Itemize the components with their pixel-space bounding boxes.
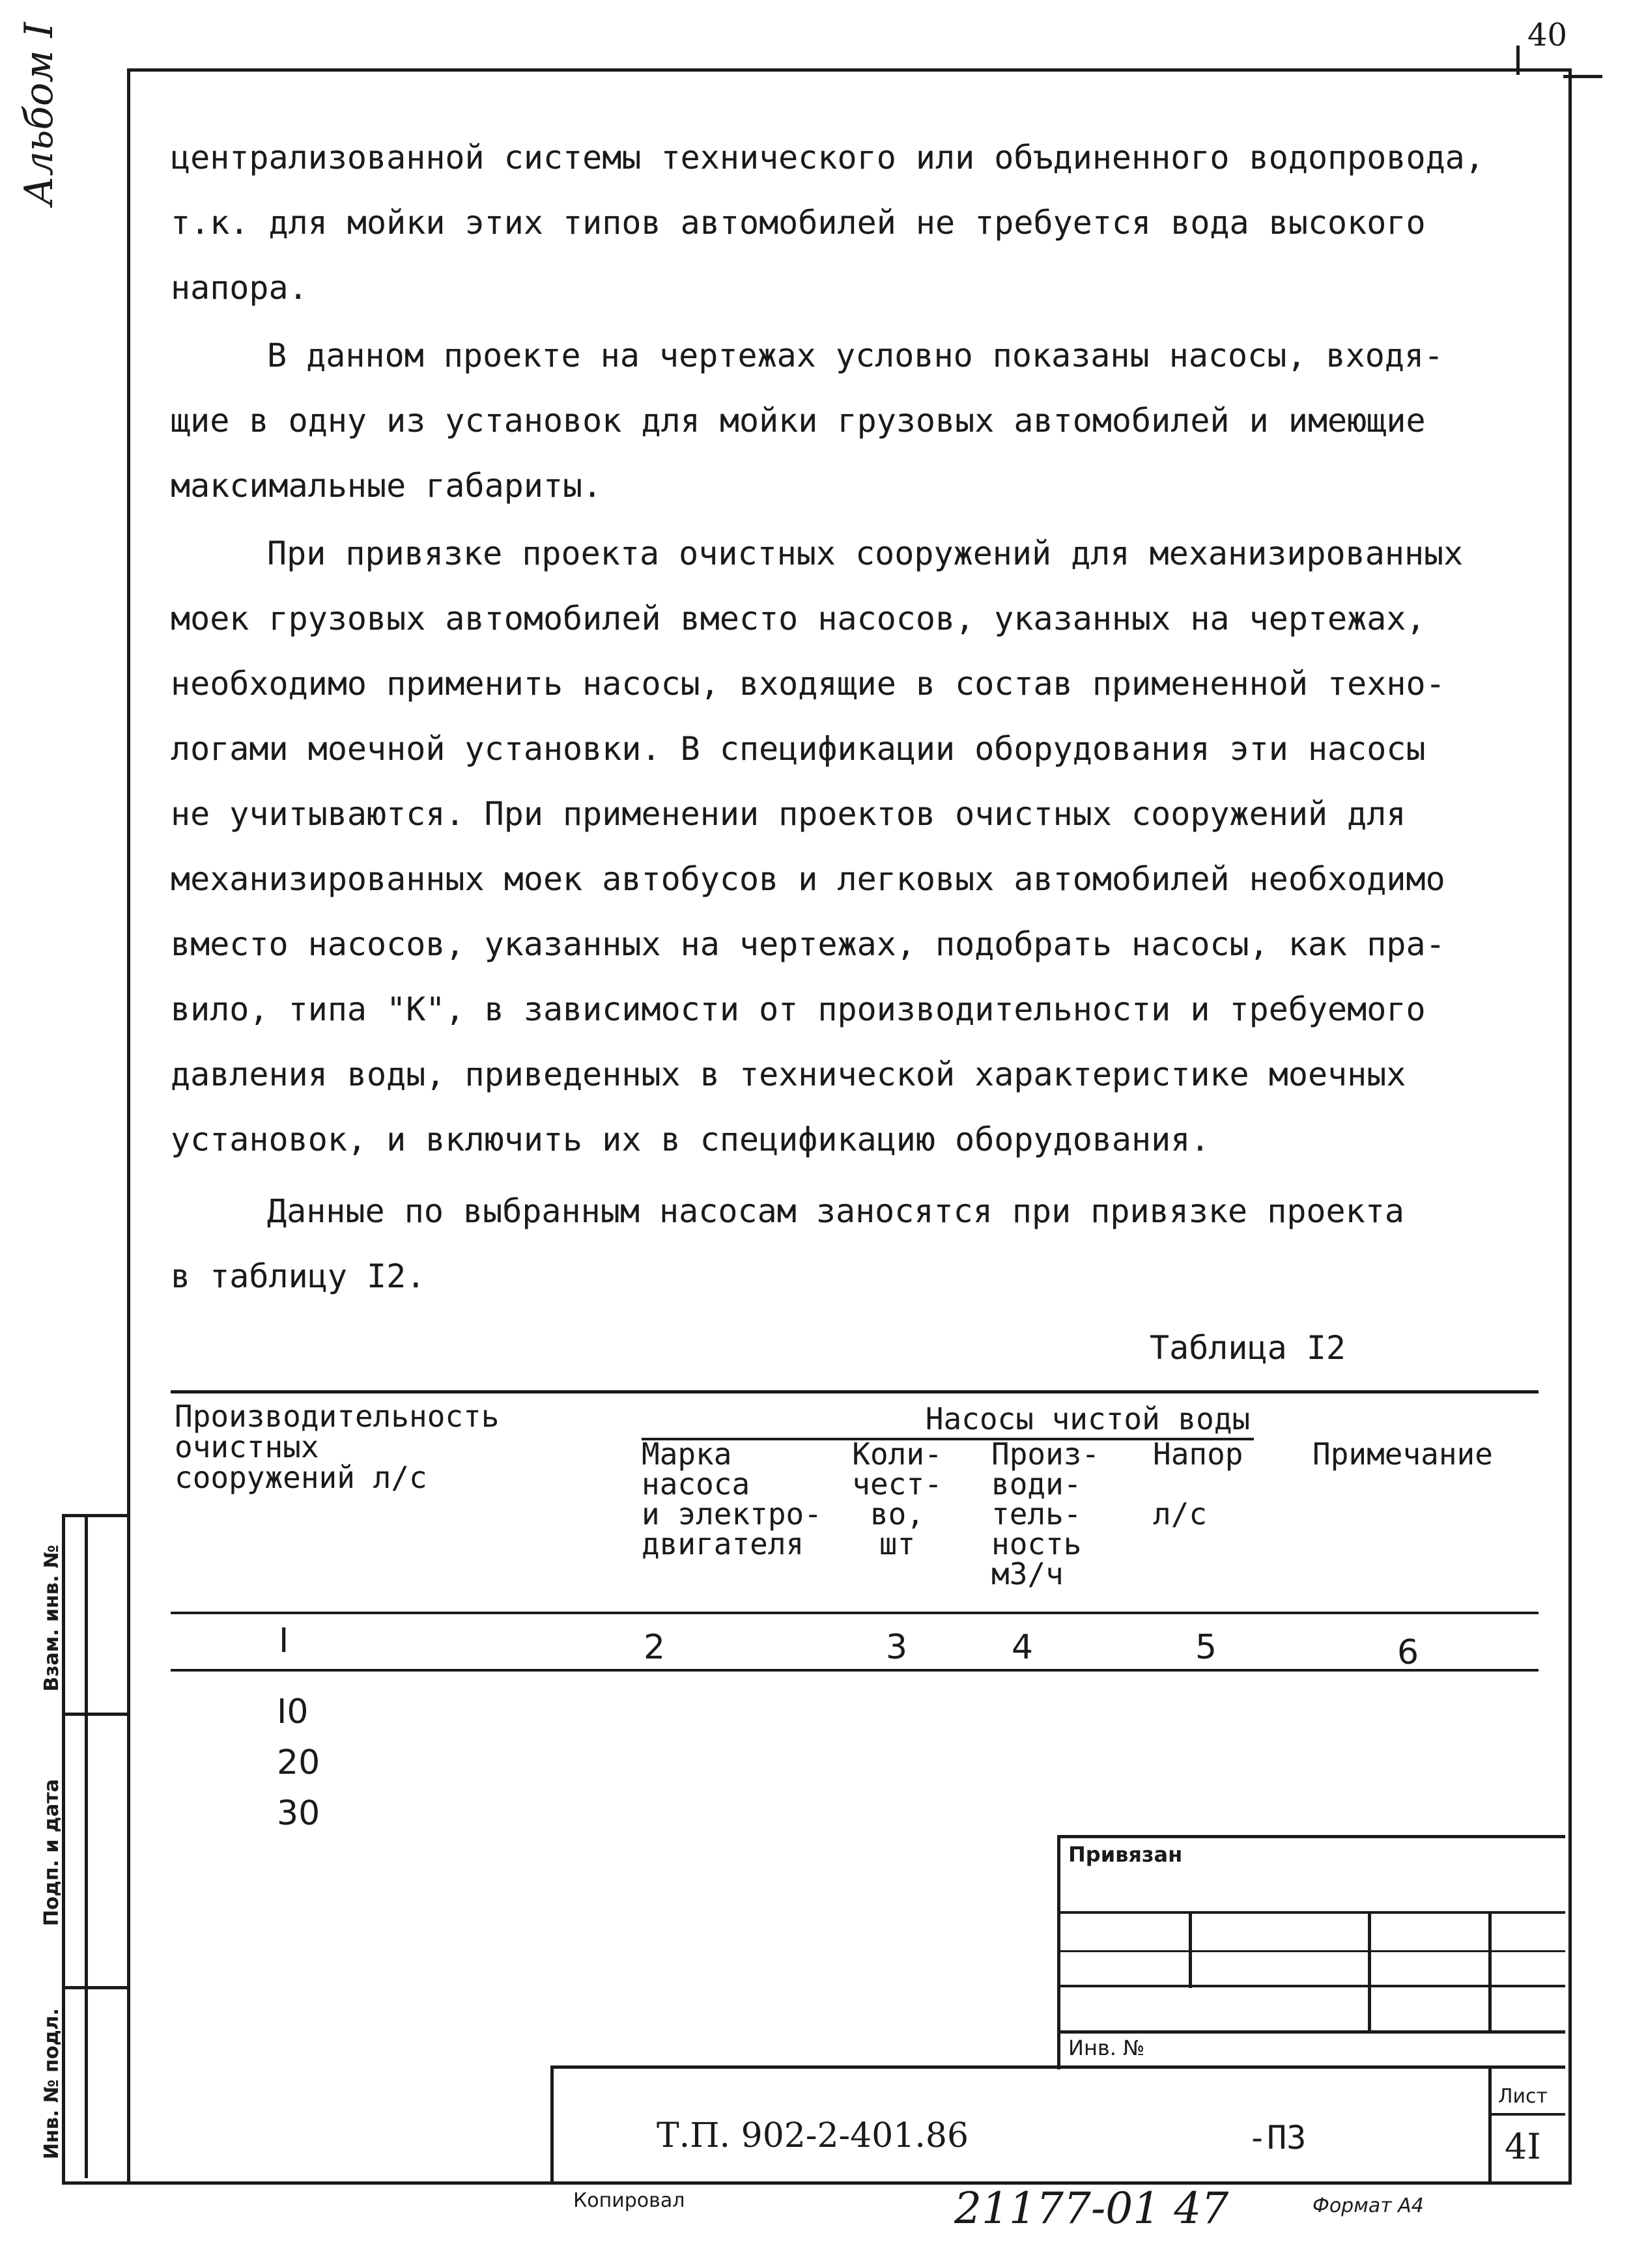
header-line: во,	[870, 1496, 925, 1532]
header-line: и электро-	[642, 1496, 822, 1532]
stamp-rule	[1058, 1835, 1565, 1838]
bound-label: Привязан	[1068, 1842, 1183, 1867]
side-stamp	[62, 1514, 127, 2185]
text-line: централизованной системы технического или объдиненного водопровода,	[171, 139, 1484, 176]
doc-suffix: -ПЗ	[1247, 2119, 1307, 2157]
text-line: т.к. для мойки этих типов автомобилей не требуется вода высокого	[171, 204, 1426, 242]
text-line: логами моечной установки. В спецификации оборудования эти насосы	[171, 730, 1426, 768]
header-line: двигателя	[642, 1526, 804, 1561]
paragraph-2	[171, 323, 1525, 518]
inv-label: Инв. №	[1068, 2036, 1145, 2060]
column-number-2: 2	[644, 1628, 666, 1667]
copied-label: Копировал	[573, 2189, 685, 2212]
sheet-label: Лист	[1498, 2085, 1548, 2108]
side-label-original-inv: Инв. № подл.	[40, 2008, 63, 2160]
header-line: шт	[879, 1526, 916, 1561]
top-page-number: 40	[1527, 20, 1568, 48]
frame-top-extension	[1563, 75, 1602, 78]
table-caption: Таблица I2	[1150, 1329, 1346, 1367]
table-row-value: I0	[277, 1692, 309, 1731]
format-label: Формат А4	[1312, 2194, 1424, 2217]
column-number-4: 4	[1012, 1628, 1034, 1667]
header-line: Примечание	[1312, 1436, 1493, 1472]
header-line	[1153, 1469, 1243, 1499]
table-row-value: 20	[277, 1743, 320, 1782]
header-line: Напор	[1153, 1436, 1243, 1472]
footer-number: 21177-01 47	[954, 2183, 1229, 2233]
text-line: моек грузовых автомобилей вместо насосов, указанных на чертежах,	[171, 600, 1426, 637]
stamp-vline	[1057, 1835, 1060, 2069]
album-label: Альбом I	[16, 22, 62, 206]
header-capacity	[991, 1436, 1100, 1591]
text-line: не учитываются. При применении проектов очистных сооружений для	[171, 795, 1406, 833]
header-line: очистных	[175, 1429, 319, 1464]
side-stamp-divider	[62, 1986, 127, 1989]
text-line: давления воды, приведенных в технической характеристике моечных	[171, 1056, 1406, 1093]
text-line: вило, типа "К", в зависимости от производительности и требуемого	[171, 990, 1426, 1028]
sheet-label-rule	[1488, 2113, 1565, 2116]
header-line: насоса	[642, 1466, 750, 1502]
header-line: чест-	[852, 1466, 943, 1502]
table-top-rule	[171, 1390, 1539, 1393]
text-line: механизированных моек автобусов и легковых автомобилей необходимо	[171, 860, 1445, 898]
header-bottom-rule	[171, 1612, 1539, 1614]
table-row-value: 30	[277, 1794, 320, 1833]
header-line: Произ-	[991, 1436, 1100, 1472]
column-number-5: 5	[1195, 1628, 1217, 1667]
stamp-vline	[1189, 1911, 1192, 1988]
text-line: в таблицу I2.	[171, 1257, 426, 1295]
column-number-6: 6	[1397, 1633, 1419, 1672]
corner-tick	[1516, 46, 1520, 75]
side-label-signature: Подп. и дата	[40, 1778, 63, 1927]
doc-code: Т.П. 902-2-401.86	[657, 2116, 969, 2155]
text-line: Данные по выбранным насосам заносятся при привязке проекта	[267, 1192, 1404, 1230]
paragraph-1	[171, 125, 1525, 320]
text-line: необходимо применить насосы, входящие в состав примененной техно-	[171, 665, 1445, 703]
paragraph-4	[171, 1179, 1525, 1309]
header-line: Марка	[642, 1436, 732, 1472]
column-number-3: 3	[886, 1628, 908, 1667]
header-line: сооружений л/с	[175, 1460, 427, 1495]
header-line: м3/ч	[991, 1556, 1064, 1591]
column-numbers-rule	[171, 1669, 1539, 1672]
stamp-vline	[1368, 1911, 1371, 2034]
text-line: максимальные габариты.	[171, 467, 603, 505]
text-line: щие в одну из установок для мойки грузовых автомобилей и имеющие	[171, 402, 1426, 440]
header-line: Производительность	[175, 1399, 500, 1434]
text-line: напора.	[171, 269, 308, 307]
text-line: При привязке проекта очистных сооружений для механизированных	[267, 535, 1464, 572]
side-stamp-inner-line	[85, 1517, 88, 2178]
side-label-replaced: Взам. инв. №	[40, 1545, 63, 1692]
stamp-vline	[1488, 1911, 1492, 2034]
paragraph-3	[171, 521, 1525, 1172]
header-pumps-group: Насосы чистой воды	[925, 1401, 1251, 1436]
side-stamp-divider	[62, 1713, 127, 1716]
text-line: вместо насосов, указанных на чертежах, подобрать насосы, как пра-	[171, 925, 1445, 963]
text-line: установок, и включить их в спецификацию оборудования.	[171, 1121, 1210, 1158]
header-line: ность	[991, 1526, 1082, 1561]
header-head	[1153, 1436, 1243, 1532]
header-quantity	[844, 1436, 951, 1561]
header-note	[1312, 1436, 1493, 1472]
text-line: В данном проекте на чертежах условно показаны насосы, входя-	[267, 337, 1444, 374]
column-number-1: I	[279, 1621, 289, 1660]
header-line: тель-	[991, 1496, 1082, 1532]
sheet-number: 4I	[1505, 2126, 1541, 2167]
header-brand	[642, 1436, 822, 1561]
header-line: води-	[991, 1466, 1082, 1502]
header-productivity	[175, 1399, 500, 1495]
title-block-vline	[1488, 2065, 1492, 2181]
header-line: л/с	[1153, 1496, 1208, 1532]
header-line: Коли-	[852, 1436, 943, 1472]
